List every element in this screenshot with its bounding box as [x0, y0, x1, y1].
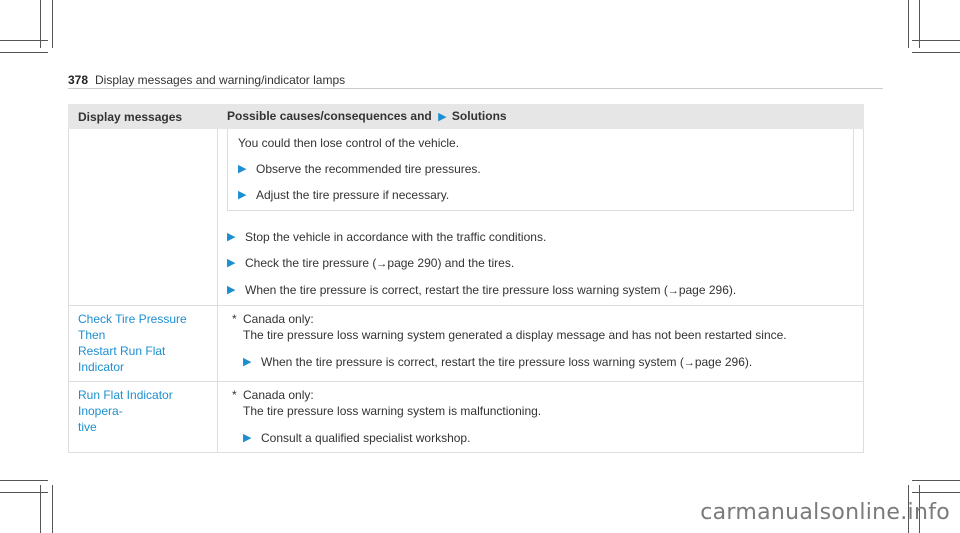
crop-mark: [908, 0, 909, 48]
play-arrow-icon: ▶: [238, 189, 247, 201]
solution-step: [243, 430, 854, 446]
cause-text: The tire pressure loss warning system is malfunctioning.: [243, 404, 542, 418]
solution-cell: [218, 382, 864, 453]
cause-text: The tire pressure loss warning system generated a display message and has not been restarted since.: [243, 328, 787, 342]
header-divider: [68, 88, 883, 89]
table-row: [69, 129, 864, 306]
page-ref-arrow-icon: →: [683, 357, 695, 369]
box-text: You could then lose control of the vehicle.: [238, 136, 460, 150]
solution-cell: [218, 129, 864, 306]
solution-step: [227, 282, 854, 299]
table-row: [69, 306, 864, 382]
page-reference-link[interactable]: page 296).: [678, 283, 737, 297]
play-arrow-icon: ▶: [227, 231, 236, 243]
play-arrow-icon: ▶: [438, 111, 447, 123]
column-header-causes-label: Possible causes/consequences and: [227, 109, 432, 123]
crop-mark: [912, 52, 960, 53]
box-step-text: Observe the recommended tire pressures.: [256, 162, 481, 176]
crop-mark: [0, 40, 48, 41]
display-message-name: Run Flat Indicator Inopera-: [78, 388, 173, 418]
crop-mark: [912, 40, 960, 41]
crop-mark: [912, 480, 960, 481]
page-title: Display messages and warning/indicator lamps: [95, 73, 346, 87]
solution-step: [227, 229, 854, 245]
message-cell: [69, 306, 218, 382]
asterisk: *: [232, 312, 237, 326]
play-arrow-icon: ▶: [227, 284, 236, 296]
crop-mark: [0, 492, 48, 493]
asterisk: *: [232, 388, 237, 402]
solution-step: [243, 354, 854, 371]
page-ref-arrow-icon: →: [376, 258, 388, 270]
message-cell: [69, 129, 218, 306]
watermark: carmanualsonline.info: [700, 500, 950, 525]
page-ref-arrow-icon: →: [667, 285, 679, 297]
region-note: [227, 387, 854, 403]
solution-step: [227, 255, 854, 272]
step-text: When the tire pressure is correct, restart the tire pressure loss warning system (: [261, 355, 684, 369]
crop-mark: [0, 52, 48, 53]
step-text: Stop the vehicle in accordance with the traffic conditions.: [245, 230, 547, 244]
play-arrow-icon: ▶: [227, 257, 236, 269]
page-header: [68, 70, 883, 88]
column-header-solutions-label: Solutions: [451, 109, 507, 123]
column-header-messages: Display messages: [69, 105, 218, 129]
table-row: [69, 382, 864, 453]
region-note: [227, 311, 854, 327]
play-arrow-icon: ▶: [243, 356, 252, 368]
box-step-text: Adjust the tire pressure if necessary.: [256, 188, 450, 202]
step-text: When the tire pressure is correct, restart the tire pressure loss warning system (: [245, 283, 668, 297]
play-arrow-icon: ▶: [243, 432, 252, 444]
column-header-causes: [218, 105, 864, 129]
page-reference-link[interactable]: page 290) and the tires.: [387, 256, 515, 270]
crop-mark: [912, 492, 960, 493]
display-message-name: Check Tire Pressure Then: [78, 312, 187, 342]
page-reference-link[interactable]: page 296).: [694, 355, 753, 369]
display-message-name-cont: tive: [78, 420, 97, 434]
note-text: Canada only:: [243, 312, 314, 326]
display-message-name-cont: Restart Run Flat Indicator: [78, 344, 166, 374]
box-step: [238, 187, 843, 206]
warning-box: [227, 129, 854, 211]
solution-cell: [218, 306, 864, 382]
display-messages-table: [68, 104, 864, 453]
message-cell: [69, 382, 218, 453]
note-text: Canada only:: [243, 388, 314, 402]
step-text: Consult a qualified specialist workshop.: [261, 431, 471, 445]
crop-mark: [52, 0, 53, 48]
step-text: Check the tire pressure (: [245, 256, 377, 270]
crop-mark: [52, 485, 53, 533]
crop-mark: [0, 480, 48, 481]
table-header-row: [69, 105, 864, 129]
box-step: [238, 161, 843, 177]
page-number: 378: [68, 73, 89, 87]
play-arrow-icon: ▶: [238, 163, 247, 175]
